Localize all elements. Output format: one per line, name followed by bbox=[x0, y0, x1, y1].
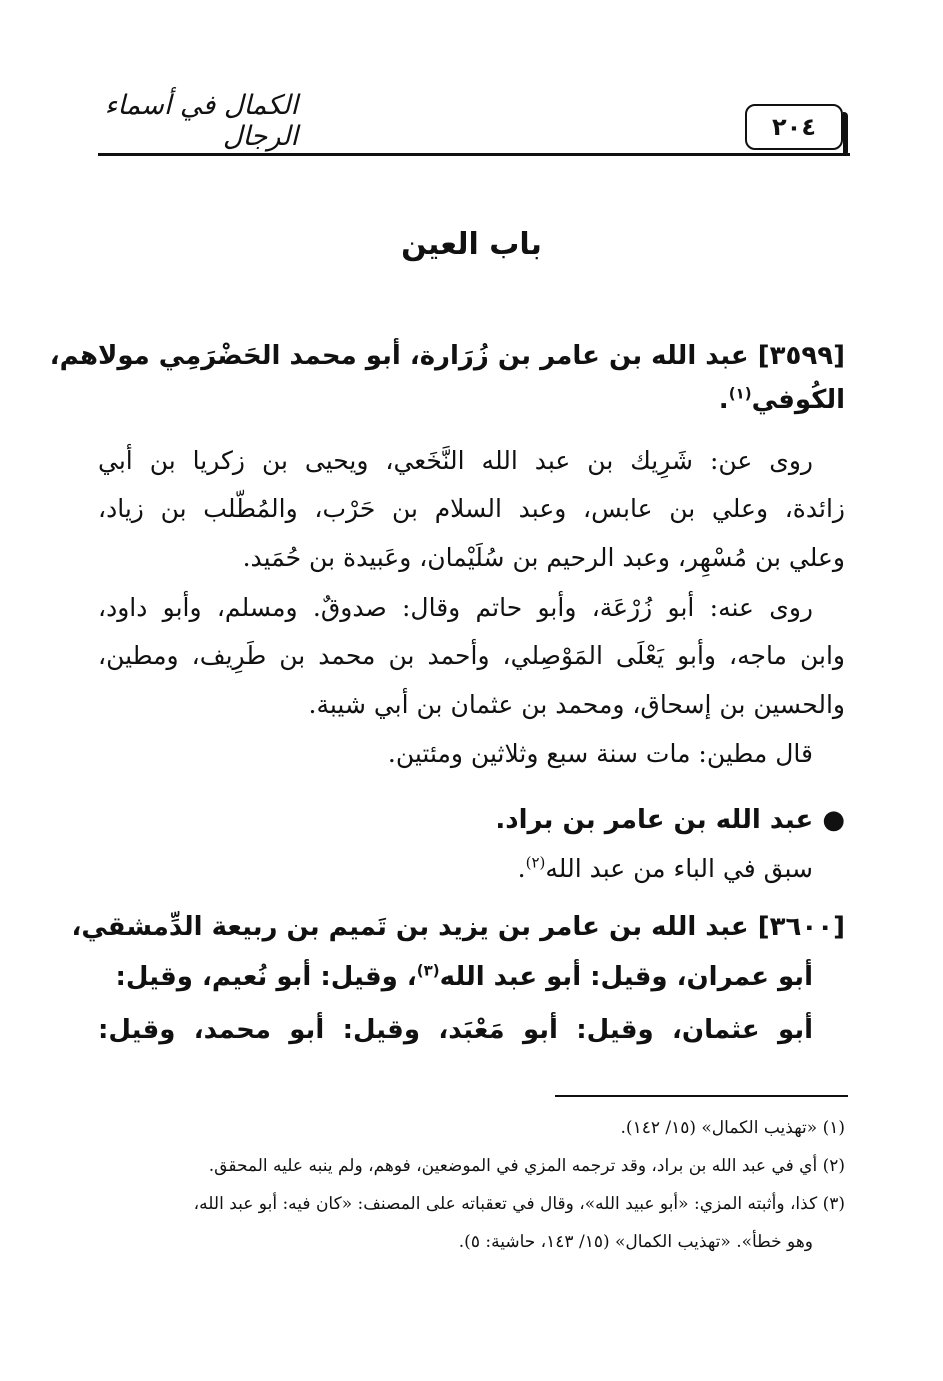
entry-3599-heading-line1: [٣٥٩٩] عبد الله بن عامر بن زُرَارة، أبو محمد الحَضْرَمِي مولاهم، bbox=[49, 341, 845, 371]
entry-3599-rawa-an-line2: زائدة، وعلي بن عابس، وعبد السلام بن حَرْب، والمُطّلب بن زياد، bbox=[98, 494, 845, 523]
entry-3600-line2-b: ، وقيل: أبو نُعيم، وقيل: bbox=[115, 962, 417, 992]
footnote-ref-1: (١) bbox=[728, 384, 752, 403]
page-number-box bbox=[745, 104, 843, 150]
bullet-entry-body: سبق في الباء من عبد الله bbox=[545, 854, 813, 883]
running-title-logo bbox=[98, 90, 298, 152]
chapter-title: باب العين bbox=[401, 227, 542, 262]
bullet-entry-text bbox=[98, 849, 845, 889]
entry-3599-rawa-an-line1: روى عن: شَرِيك بن عبد الله النَّخَعي، ويحيى بن زكريا بن أبي bbox=[98, 446, 813, 475]
entry-3599-death-line: قال مطين: مات سنة سبع وثلاثين ومئتين. bbox=[387, 739, 813, 768]
footnote-3-line2: وهو خطأ». «تهذيب الكمال» (١٥/ ١٤٣، حاشية: ٥). bbox=[458, 1232, 813, 1252]
entry-3599-heading-name: الكُوفي bbox=[751, 385, 845, 415]
entry-3599-heading-line2 bbox=[98, 380, 845, 420]
bullet-entry-title: عبد الله بن عامر بن براد. bbox=[495, 805, 814, 835]
entry-3600-line2-a: أبو عمران، وقيل: أبو عبد الله bbox=[439, 962, 813, 992]
bullet-entry-end: . bbox=[517, 854, 526, 883]
entry-3599-rawa-an-line3: وعلي بن مُسْهِر، وعبد الرحيم بن سُلَيْمان، وعَبيدة بن حُمَيد. bbox=[242, 543, 845, 572]
entry-3600-line3: أبو عثمان، وقيل: أبو مَعْبَد، وقيل: أبو محمد، وقيل: bbox=[98, 1015, 813, 1045]
footnote-rule bbox=[555, 1095, 848, 1097]
bullet-icon: ● bbox=[822, 805, 845, 835]
entry-3600-line1: [٣٦٠٠] عبد الله بن عامر بن يزيد بن تَميم بن ربيعة الدِّمشقي، bbox=[71, 912, 845, 942]
entry-3600-line2 bbox=[98, 957, 845, 997]
footnote-ref-3: (٣) bbox=[416, 961, 440, 980]
footnote-1: (١) «تهذيب الكمال» (١٥/ ١٤٢). bbox=[620, 1118, 845, 1138]
running-title-text: الكمال في أسماء الرجال bbox=[104, 90, 298, 152]
footnote-ref-2: (٢) bbox=[525, 853, 546, 872]
entry-3599-rawa-anhu-line3: والحسين بن إسحاق، ومحمد بن عثمان بن أبي شيبة. bbox=[308, 690, 845, 719]
header-rule bbox=[98, 153, 850, 156]
entry-3599-rawa-anhu-line1: روى عنه: أبو زُرْعَة، وأبو حاتم وقال: صدوقٌ. ومسلم، وأبو داود، bbox=[98, 593, 813, 622]
bullet-entry-heading bbox=[98, 800, 845, 840]
entry-3599-rawa-anhu-line2: وابن ماجه، وأبو يَعْلَى المَوْصِلي، وأحمد بن محمد بن طَرِيف، ومطين، bbox=[98, 641, 845, 670]
page-number: ٢٠٤ bbox=[772, 113, 816, 141]
footnote-2: (٢) أي في عبد الله بن براد، وقد ترجمه المزي في الموضعين، فوهم، ولم ينبه عليه المحقق. bbox=[208, 1156, 845, 1176]
footnote-3-line1: (٣) كذا، وأثبته المزي: «أبو عبيد الله»، وقال في تعقباته على المصنف: «كان فيه: أبو عبد الله، bbox=[193, 1194, 845, 1214]
entry-3599-heading-end: . bbox=[718, 385, 729, 415]
